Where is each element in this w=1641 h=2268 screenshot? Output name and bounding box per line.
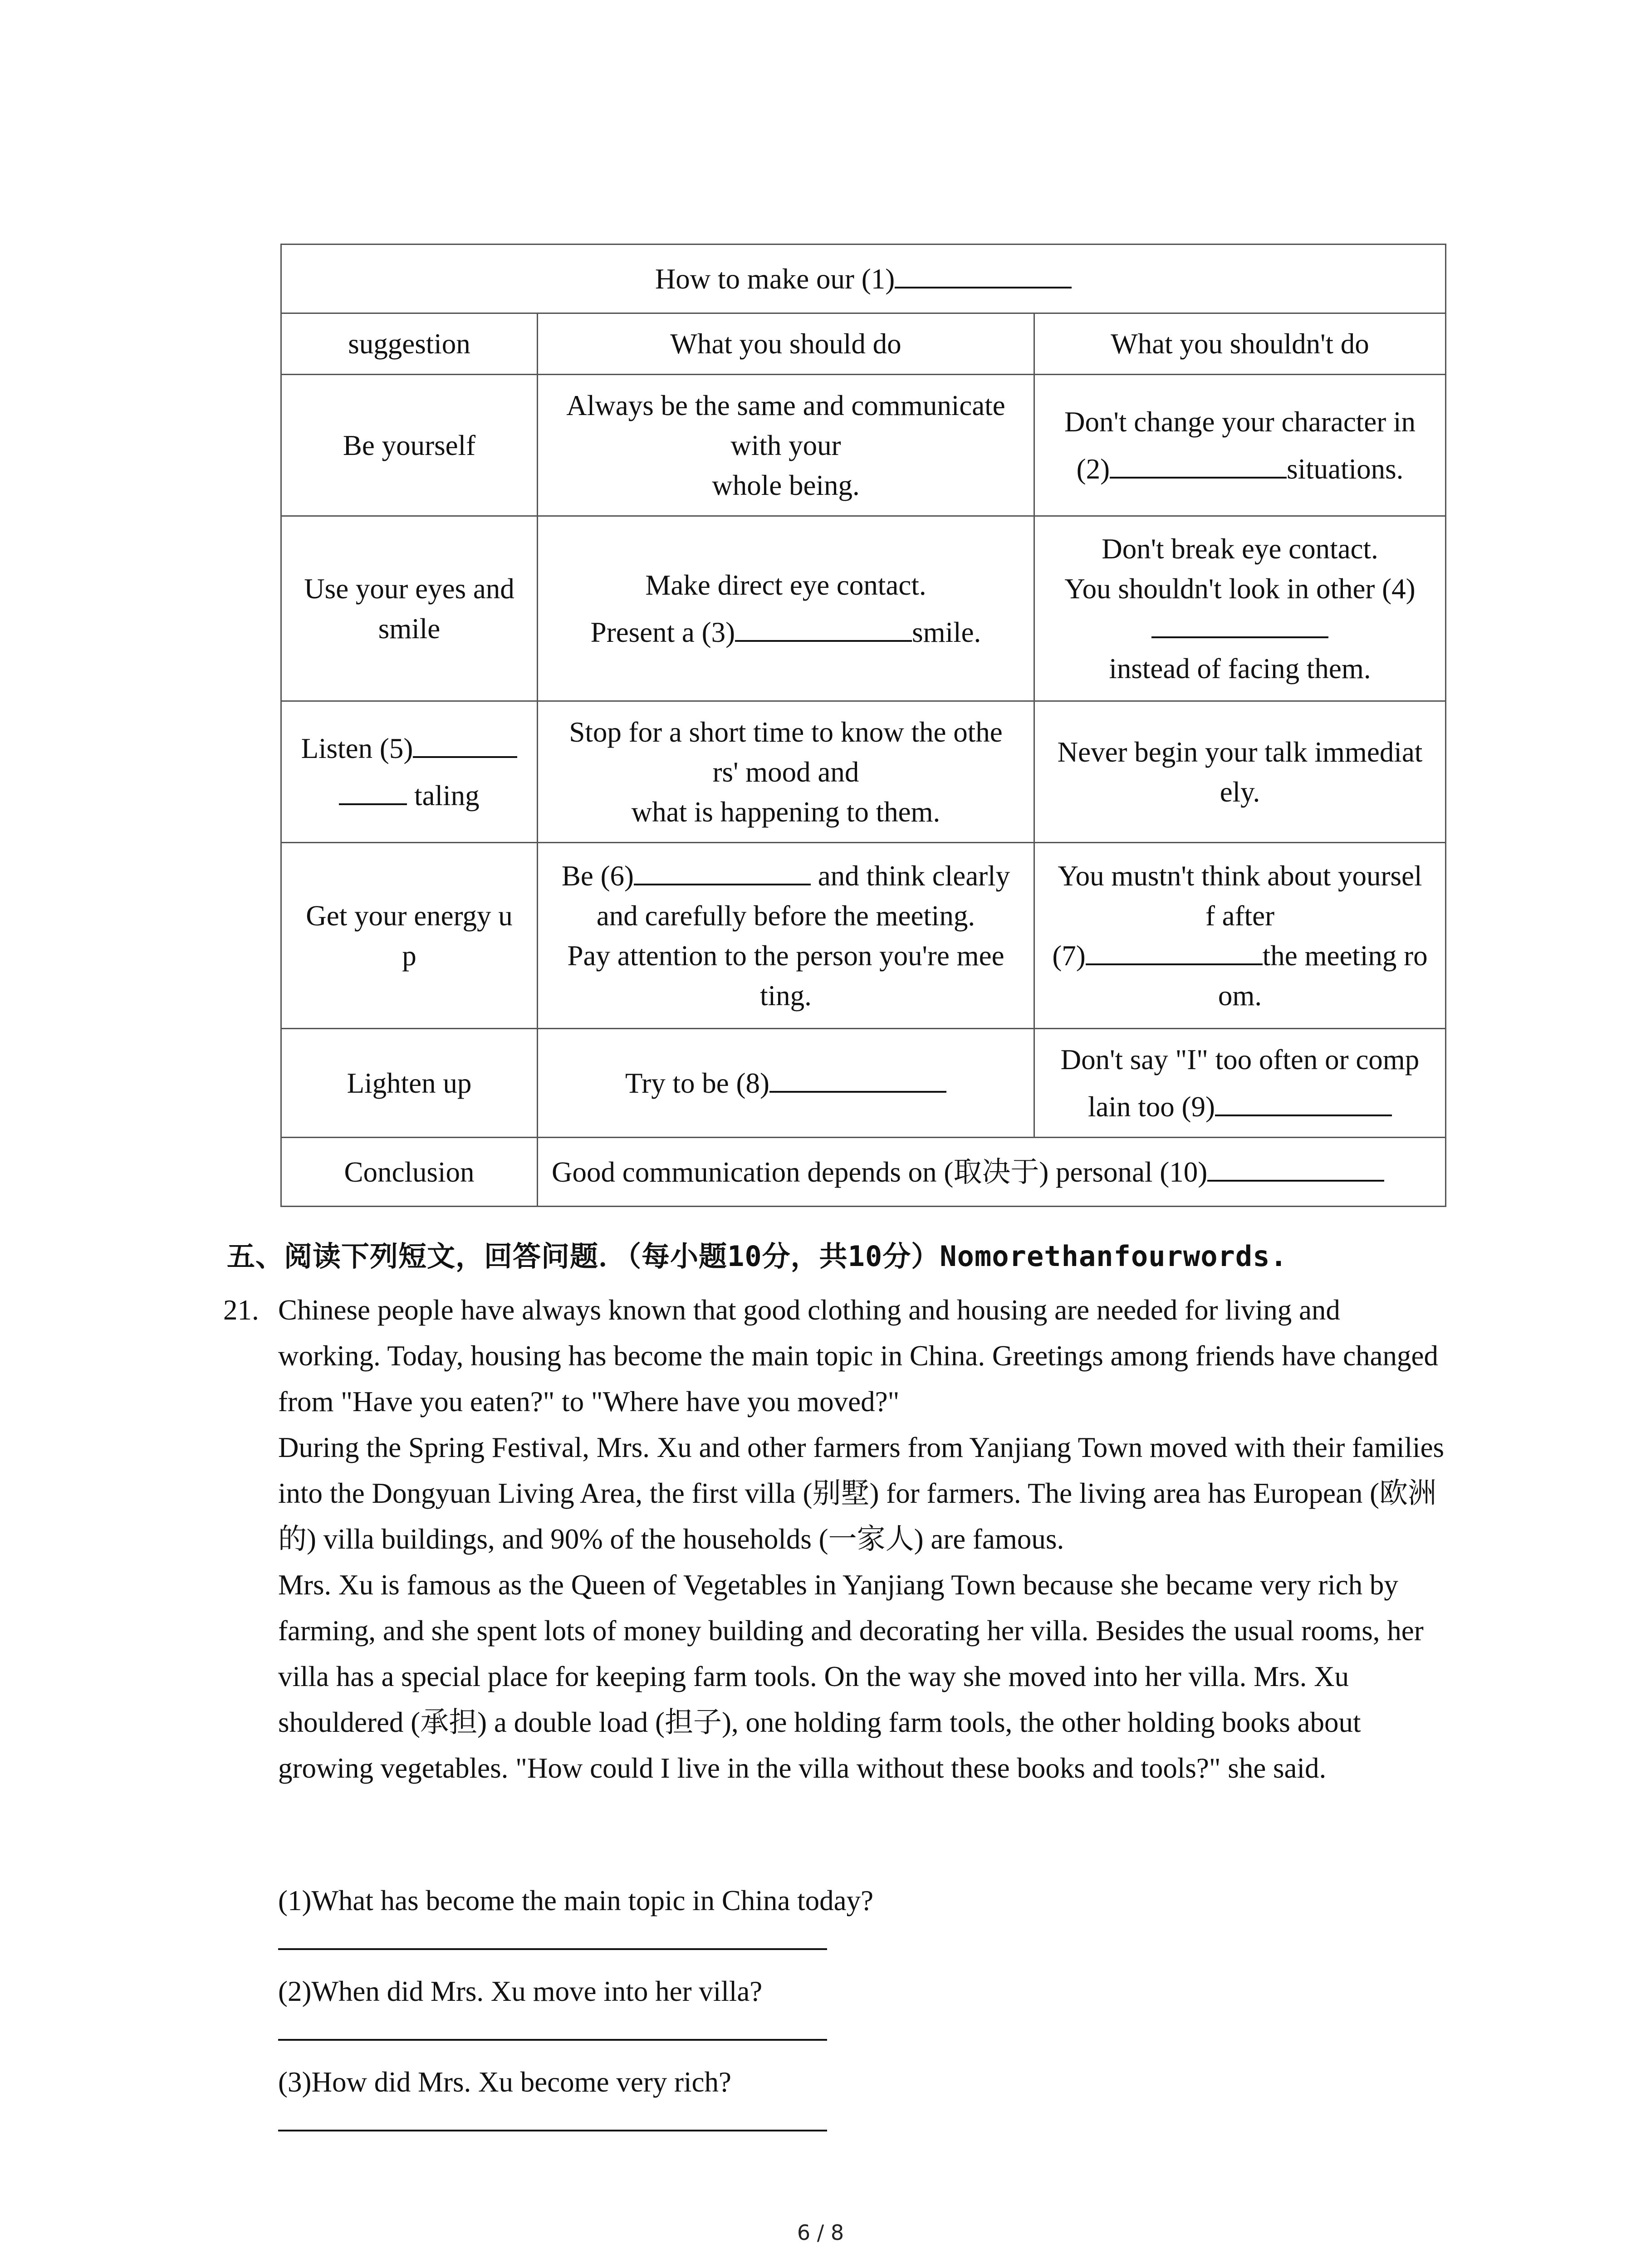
table-title-row <box>281 244 1446 313</box>
table-row <box>281 375 1446 516</box>
cell-line: and carefully before the meeting. <box>596 899 975 932</box>
header-suggestion: suggestion <box>281 313 538 375</box>
section-heading: 五、阅读下列短文，回答问题．（每小题10分，共10分）Nomorethanfourwords. <box>227 1240 1288 1273</box>
cell-line: lain too (9) <box>1043 1083 1437 1130</box>
table-header-row <box>281 313 1446 375</box>
answer-blank-2[interactable] <box>1110 450 1287 479</box>
cell-line: Stop for a short time to know the othe <box>569 716 1003 748</box>
passage-paragraph: Chinese people have always known that good clothing and housing are needed for living and working. Today, housing has become the main topic in China. Greetings among friends have changed from "Have you eaten?" to "Where have you moved?" <box>278 1294 1438 1418</box>
header-should: What you should do <box>538 313 1034 375</box>
table-row <box>281 1029 1446 1138</box>
conclusion-label: Conclusion <box>281 1138 538 1207</box>
page-number: 6 / 8 <box>797 2220 844 2245</box>
shouldnt-cell <box>1034 701 1446 843</box>
question-number: 21. <box>223 1294 259 1326</box>
shouldnt-cell <box>1034 843 1446 1029</box>
cell-line: You mustn't think about yoursel <box>1058 860 1422 892</box>
cell-line: Never begin your talk immediat <box>1057 736 1423 768</box>
shouldnt-cell <box>1034 516 1446 701</box>
cell-line: f after <box>1205 899 1275 932</box>
answer-blank-4[interactable] <box>1151 609 1328 638</box>
cell-line: rs' mood and <box>712 756 859 788</box>
question-list <box>278 1878 1449 2150</box>
cell-line: (7) the meeting ro <box>1043 936 1437 976</box>
table-row <box>281 701 1446 843</box>
answer-blank-10[interactable] <box>1207 1153 1384 1182</box>
shouldnt-cell <box>1034 1029 1446 1138</box>
cell-line: Don't say "I" too often or comp <box>1060 1043 1420 1075</box>
answer-blank-3[interactable] <box>735 613 912 642</box>
cell-line <box>1043 609 1437 649</box>
answer-blank-9[interactable] <box>1215 1087 1392 1116</box>
cell-line: with your <box>730 429 841 461</box>
conclusion-row <box>281 1138 1446 1207</box>
suggestion-cell: Lighten up <box>281 1029 538 1138</box>
should-cell <box>538 375 1034 516</box>
cell-line: Be (6) and think clearly <box>546 856 1025 896</box>
question-item <box>278 1878 1449 1969</box>
question-text: (2)When did Mrs. Xu move into her villa? <box>278 1975 763 2007</box>
answer-line[interactable] <box>278 2039 827 2041</box>
should-cell <box>538 701 1034 843</box>
table-row <box>281 843 1446 1029</box>
question-item <box>278 2059 1449 2150</box>
cell-line: Pay attention to the person you're mee <box>567 939 1004 972</box>
communication-table <box>280 244 1446 1207</box>
shouldnt-cell <box>1034 375 1446 516</box>
cell-line: ely. <box>1220 776 1260 808</box>
suggestion-cell <box>281 701 538 843</box>
cell-line: ting. <box>760 979 812 1012</box>
answer-blank-6[interactable] <box>634 856 811 885</box>
cell-line: You shouldn't look in other (4) <box>1064 572 1416 605</box>
cell-line: whole being. <box>712 469 860 501</box>
suggestion-cell <box>281 843 538 1029</box>
cell-line: Make direct eye contact. <box>645 569 926 601</box>
cell-line: Use your eyes and <box>304 572 514 605</box>
should-cell <box>538 516 1034 701</box>
answer-line[interactable] <box>278 1948 827 1950</box>
answer-blank-7[interactable] <box>1086 936 1263 965</box>
cell-line: Don't break eye contact. <box>1102 533 1378 565</box>
suggestion-cell <box>281 516 538 701</box>
answer-line[interactable] <box>278 2130 827 2131</box>
answer-blank-5b[interactable] <box>339 776 407 805</box>
answer-blank-5a[interactable] <box>413 729 517 758</box>
should-cell: Try to be (8) <box>538 1029 1034 1138</box>
answer-blank-1[interactable] <box>895 259 1072 288</box>
table-row <box>281 516 1446 701</box>
conclusion-cell: Good communication depends on (取决于) personal (10) <box>538 1138 1446 1207</box>
cell-line: Get your energy u <box>306 899 513 932</box>
cell-line: Listen (5) <box>290 725 529 772</box>
table-title-cell <box>281 244 1446 313</box>
question-text: (3)How did Mrs. Xu become very rich? <box>278 2066 731 2098</box>
cell-line: Always be the same and communicate <box>566 389 1005 421</box>
passage-paragraph: During the Spring Festival, Mrs. Xu and other farmers from Yanjiang Town moved with their families into the Dongyuan Living Area, the first villa (别墅) for farmers. The living area has European (欧洲的) villa buildings, and 90% of the households (一家人) are famous. <box>278 1432 1445 1555</box>
header-shouldnt: What you shouldn't do <box>1034 313 1446 375</box>
cell-line: smile <box>378 612 441 645</box>
cell-line: instead of facing them. <box>1109 652 1371 684</box>
answer-blank-8[interactable] <box>769 1064 946 1093</box>
cell-line: what is happening to them. <box>631 796 941 828</box>
cell-line: p <box>402 939 416 972</box>
passage-paragraph: Mrs. Xu is famous as the Queen of Vegetables in Yanjiang Town because she became very rich by farming, and she spent lots of money building and decorating her villa. Besides the usual rooms, her villa has a special place for keeping farm tools. On the way she moved into her villa. Mrs. Xu shouldered (承担) a double load (担子), one holding farm tools, the other holding books about growing vegetables. "How could I live in the villa without these books and tools?" she said. <box>278 1569 1424 1784</box>
cell-line: (2) situations. <box>1043 445 1437 493</box>
cell-line: taling <box>290 772 529 819</box>
cell-line: om. <box>1218 979 1262 1012</box>
question-text: (1)What has become the main topic in China today? <box>278 1885 874 1916</box>
cell-line: Present a (3) smile. <box>546 609 1025 656</box>
question-item <box>278 1969 1449 2059</box>
should-cell <box>538 843 1034 1029</box>
reading-passage <box>278 1287 1449 1791</box>
table-title: How to make our (1) <box>655 263 895 295</box>
cell-line: Don't change your character in <box>1064 406 1416 438</box>
suggestion-cell: Be yourself <box>281 375 538 516</box>
